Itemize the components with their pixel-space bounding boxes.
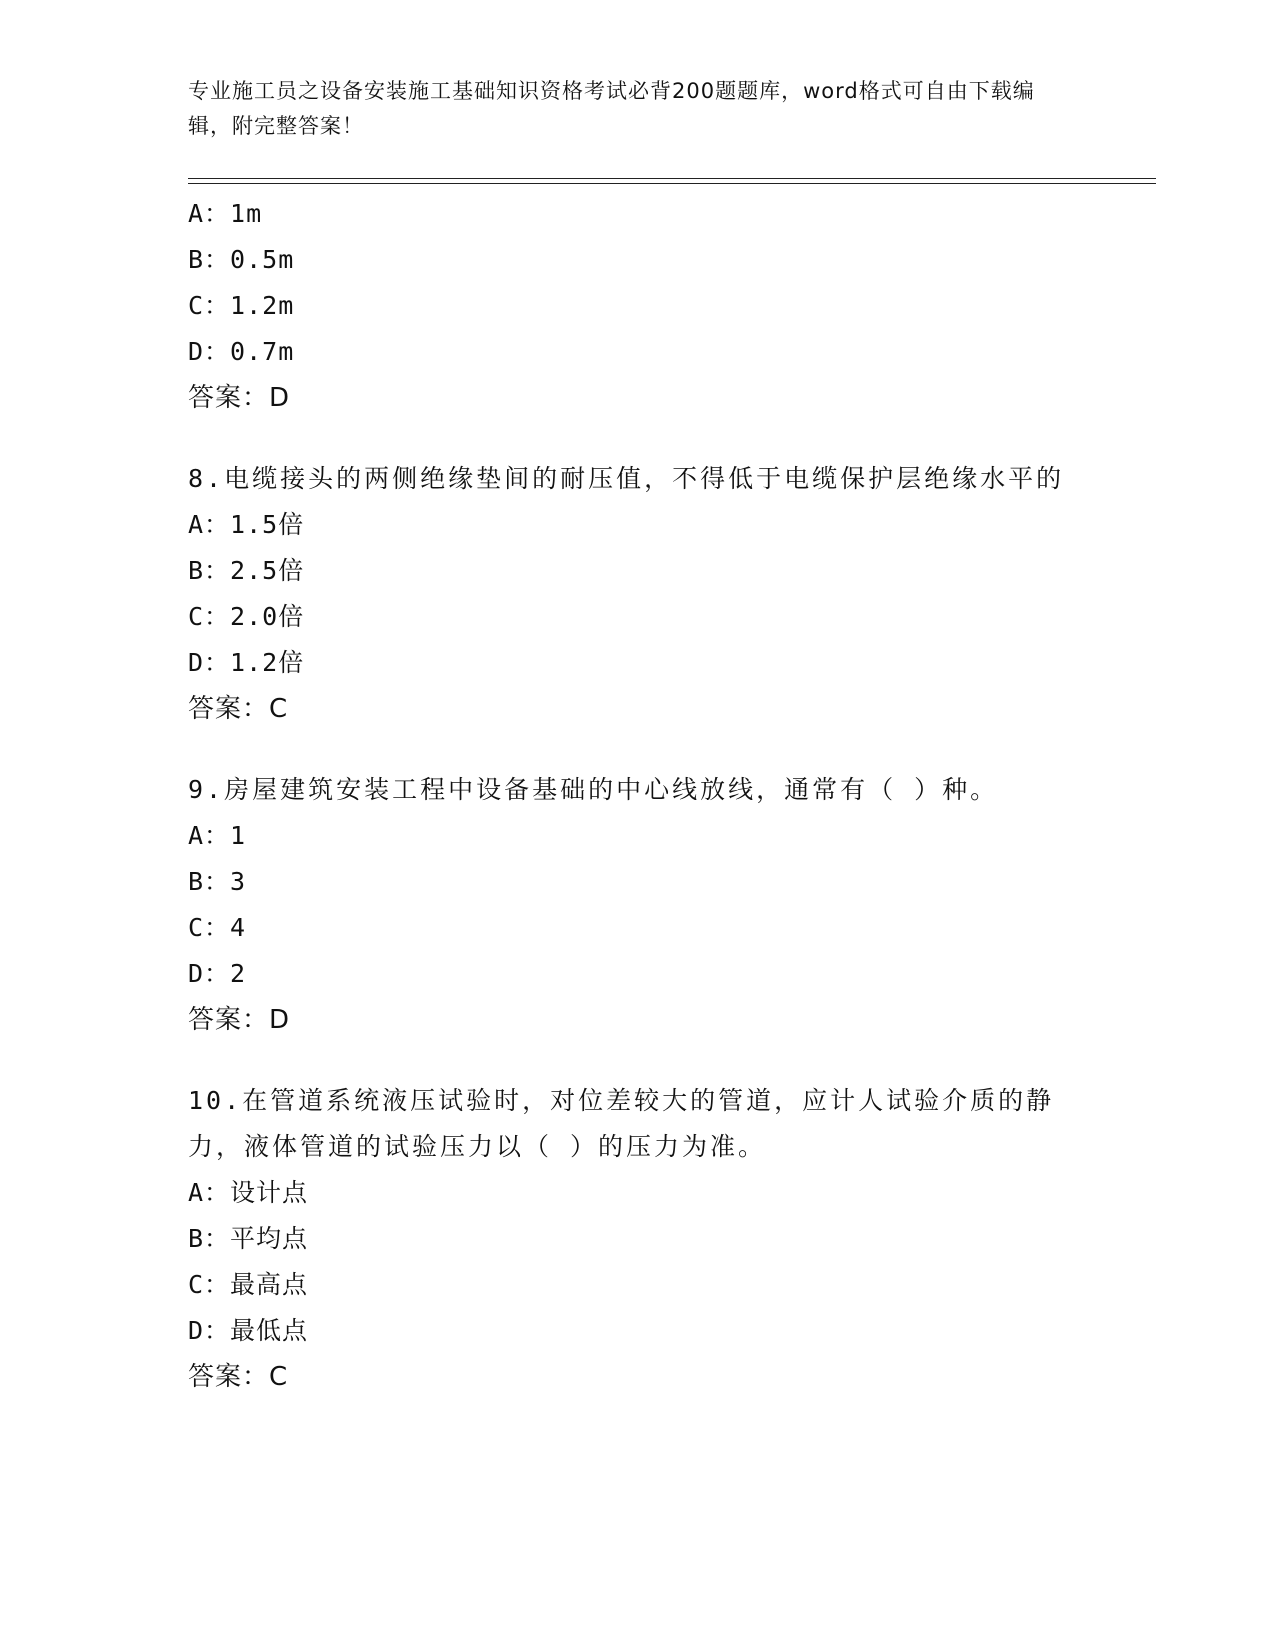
header-divider-bottom [188,183,1156,184]
question-block-9 [188,767,1088,1043]
option-a: A：1m [188,199,263,228]
option-b: B：2.5倍 [188,556,305,585]
option-c: C：1.2m [188,291,295,320]
option-b: B：0.5m [188,245,295,274]
question-text: 10.在管道系统液压试验时，对位差较大的管道，应计人试验介质的静力，液体管道的试验压力以（ ）的压力为准。 [188,1086,1055,1161]
option-c: C：2.0倍 [188,602,305,631]
question-block-8 [188,456,1088,732]
question-list [188,191,1088,1400]
option-b: B：3 [188,867,247,896]
option-b: B：平均点 [188,1224,309,1253]
option-d: D：2 [188,959,247,988]
answer-label: 答案：C [188,694,289,724]
option-d: D：1.2倍 [188,648,305,677]
question-text: 9.房屋建筑安装工程中设备基础的中心线放线，通常有（ ）种。 [188,775,999,804]
question-text: 8.电缆接头的两侧绝缘垫间的耐压值，不得低于电缆保护层绝缘水平的 [188,464,1065,493]
option-c: C：最高点 [188,1270,309,1299]
header-divider-top [188,178,1156,179]
option-d: D：0.7m [188,337,295,366]
option-c: C：4 [188,913,247,942]
spacer [188,732,1088,767]
document-title: 专业施工员之设备安装施工基础知识资格考试必背200题题库，word格式可自由下载编辑，附完整答案！ [188,79,1035,138]
answer-label: 答案：D [188,383,291,413]
option-a: A：1.5倍 [188,510,305,539]
option-d: D：最低点 [188,1316,309,1345]
question-block-10 [188,1078,1088,1400]
question-block-7 [188,191,1088,421]
answer-label: 答案：C [188,1362,289,1392]
answer-label: 答案：D [188,1005,291,1035]
spacer [188,1043,1088,1078]
spacer [188,421,1088,456]
option-a: A：1 [188,821,247,850]
option-a: A：设计点 [188,1178,309,1207]
